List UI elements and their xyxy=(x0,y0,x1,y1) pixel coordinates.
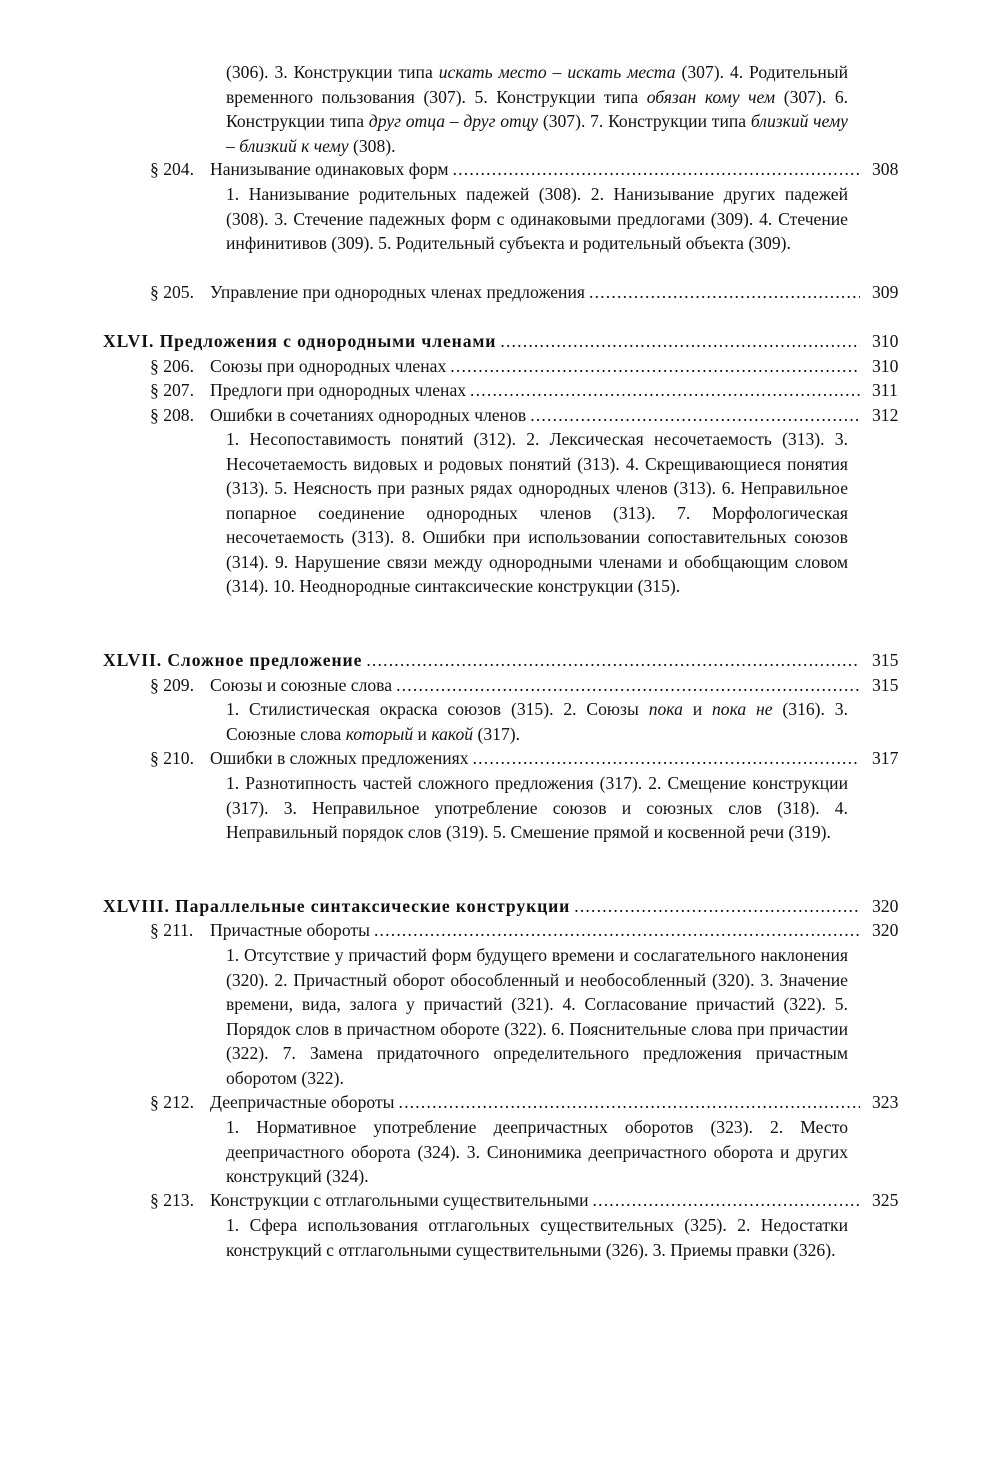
sub-text: 1. Стилистическая окраска союзов (315). 2. Союзы xyxy=(226,699,649,719)
chapter-title: XLVII. Сложное предложение xyxy=(103,650,363,670)
toc-line xyxy=(150,918,860,943)
section-title: Конструкции с отглагольными существительными xyxy=(210,1190,589,1210)
toc-line xyxy=(103,648,860,673)
italic-example: какой xyxy=(431,723,474,744)
section-title: Ошибки в сложных предложениях xyxy=(210,748,469,768)
chapter-title: XLVIII. Параллельные синтаксические конструкции xyxy=(103,896,571,916)
toc-line xyxy=(150,354,860,379)
leader-dots xyxy=(530,403,860,428)
italic-example: который xyxy=(345,723,414,744)
toc-subsection-list xyxy=(226,427,848,599)
page-number: 317 xyxy=(872,748,899,768)
page-number: 315 xyxy=(872,675,899,695)
leader-dots xyxy=(374,918,860,943)
page-number: 310 xyxy=(872,356,899,376)
toc-subsection-list xyxy=(226,1115,848,1189)
toc-subsection-list xyxy=(226,60,848,158)
section-title: Управление при однородных членах предложения xyxy=(210,282,585,302)
sub-text: и xyxy=(413,723,432,744)
section-title: Предлоги при однородных членах xyxy=(210,380,467,400)
page-number: 312 xyxy=(872,405,899,425)
italic-example: пока xyxy=(648,699,683,719)
sub-text: (317). xyxy=(473,723,520,744)
sub-text: (308). xyxy=(348,135,396,156)
section-number: § 204. xyxy=(150,159,194,179)
page-number: 309 xyxy=(872,282,899,302)
sub-text: 1. Разнотипность частей сложного предложения (317). 2. Смещение конструкции (317). 3. Неправильное употребление союзов и союзных слов (318). 4. Неправильный порядок слов (319). 5. Смешение прямой и косвенной речи (319). xyxy=(226,773,848,842)
section-number: § 211. xyxy=(150,920,194,940)
sub-text: 1. Сфера использования отглагольных существительных (325). 2. Недостатки конструкций с отглагольными существительными (326). 3. Приемы правки (326). xyxy=(226,1215,848,1260)
leader-dots xyxy=(396,673,860,698)
sub-text: 1. Несопоставимость понятий (312). 2. Лексическая несочетаемость (313). 3. Несочетаемость видовых и родовых понятий (313). 4. Скрещивающиеся понятия (313). 5. Неясность при разных рядах однородных членов (313). 6. Неправильное попарное соединение однородных членов (313). 7. Морфологическая несочетаемость (313). 8. Ошибки при использовании сопоставительных союзов (314). 9. Нарушение связи между однородными членами и обобщающим словом (314). 10. Неоднородные синтаксические конструкции (315). xyxy=(226,429,848,596)
section-title: Союзы и союзные слова xyxy=(210,675,393,695)
sub-text: и xyxy=(682,699,712,719)
toc-line xyxy=(150,1090,860,1115)
italic-example: искать место – искать места xyxy=(438,62,676,82)
section-title: Ошибки в сочетаниях однородных членов xyxy=(210,405,527,425)
leader-dots xyxy=(574,894,860,919)
italic-example: пока не xyxy=(712,699,773,719)
section-title: Союзы при однородных членах xyxy=(210,356,447,376)
sub-text: (307). 4. Родительный временного пользования (307). 5. Конструкции типа xyxy=(226,62,848,107)
section-number: § 212. xyxy=(150,1092,194,1112)
italic-example: друг отца – друг отцу xyxy=(368,111,539,131)
toc-subsection-list xyxy=(226,943,848,1090)
toc-line xyxy=(150,746,860,771)
leader-dots xyxy=(593,1188,860,1213)
toc-line xyxy=(150,673,860,698)
sub-text: 1. Нормативное употребление деепричастных оборотов (323). 2. Место деепричастного оборота (324). 3. Синонимика деепричастного оборота и других конструкций (324). xyxy=(226,1117,848,1186)
section-number: § 208. xyxy=(150,405,194,425)
leader-dots xyxy=(500,329,860,354)
leader-dots xyxy=(366,648,860,673)
toc-line xyxy=(150,403,860,428)
leader-dots xyxy=(450,354,860,379)
page-number: 325 xyxy=(872,1190,899,1210)
page-number: 320 xyxy=(872,920,899,940)
page-number: 308 xyxy=(872,159,899,179)
section-title: Причастные обороты xyxy=(210,920,370,940)
leader-dots xyxy=(473,746,860,771)
italic-example: близкий чему – близкий к чему xyxy=(226,111,848,156)
sub-text: (316). 3. Союзные слова xyxy=(226,699,848,744)
toc-subsection-list xyxy=(226,697,848,746)
sub-text: (307). 7. Конструкции типа xyxy=(538,111,751,131)
section-title: Нанизывание одинаковых форм xyxy=(210,159,449,179)
section-number: § 207. xyxy=(150,380,194,400)
chapter-title: XLVI. Предложения с однородными членами xyxy=(103,331,497,351)
sub-text: (306). 3. Конструкции типа xyxy=(226,62,439,82)
toc-line xyxy=(150,157,860,182)
section-number: § 209. xyxy=(150,675,194,695)
sub-text: (307). 6. Конструкции типа xyxy=(226,86,849,131)
leader-dots xyxy=(589,280,860,305)
toc-line xyxy=(103,329,860,354)
toc-subsection-list xyxy=(226,1213,848,1262)
page-number: 323 xyxy=(872,1092,899,1112)
toc-line xyxy=(150,1188,860,1213)
section-number: § 210. xyxy=(150,748,194,768)
page-number: 315 xyxy=(872,650,899,670)
page-number: 320 xyxy=(872,896,899,916)
section-number: § 205. xyxy=(150,282,194,302)
toc-line xyxy=(103,894,860,919)
section-title: Деепричастные обороты xyxy=(210,1092,395,1112)
sub-text: 1. Отсутствие у причастий форм будущего времени и сослагательного наклонения (320). 2. Причастный оборот обособленный и необособленный (320). 3. Значение времени, вида, залога у причастий (321). 4. Согласование причастий (322). 5. Порядок слов в причастном обороте (322). 6. Пояснительные слова при причастии (322). 7. Замена придаточного определительного предложения причастным оборотом (322). xyxy=(226,945,848,1088)
sub-text: 1. Нанизывание родительных падежей (308). 2. Нанизывание других падежей (308). 3. Стечение падежных форм с одинаковыми предлогами (309). 4. Стечение инфинитивов (309). 5. Родительный субъекта и родительный объекта (309). xyxy=(226,184,848,253)
italic-example: обязан кому чем xyxy=(646,86,776,107)
leader-dots xyxy=(453,157,860,182)
leader-dots xyxy=(398,1090,860,1115)
toc-line xyxy=(150,280,860,305)
toc-subsection-list xyxy=(226,771,848,845)
toc-subsection-list xyxy=(226,182,848,256)
page-number: 311 xyxy=(872,380,898,400)
section-number: § 206. xyxy=(150,356,194,376)
leader-dots xyxy=(470,378,860,403)
page-number: 310 xyxy=(872,331,899,351)
toc-line xyxy=(150,378,860,403)
section-number: § 213. xyxy=(150,1190,194,1210)
